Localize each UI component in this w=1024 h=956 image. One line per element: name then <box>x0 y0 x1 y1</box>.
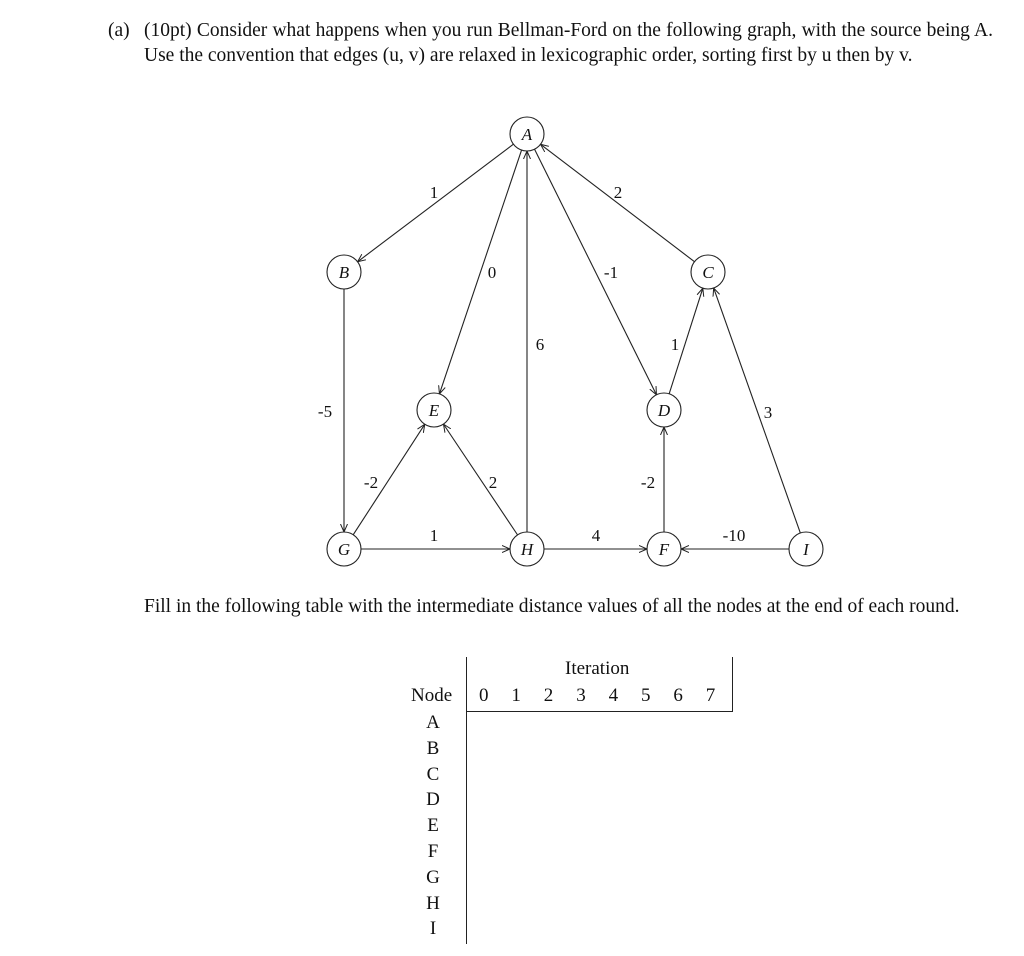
row-node-g: G <box>426 866 440 888</box>
node-label: G <box>337 540 351 559</box>
iteration-2: 2 <box>543 685 554 706</box>
row-node-a: A <box>426 712 440 733</box>
edge-weight-c-a: 2 <box>613 183 623 202</box>
question-label: (a) <box>108 20 130 41</box>
instruction-text: Fill in the following table with the intermediate distance values of all the nodes at the end of each round. <box>144 596 960 617</box>
node-label: H <box>520 540 534 559</box>
row-node-i: I <box>429 918 437 940</box>
edge-weight-g-h: 1 <box>429 526 439 545</box>
table-right-rule <box>732 657 733 712</box>
edge-weight-a-d: -1 <box>603 263 619 282</box>
iteration-5: 5 <box>641 685 651 706</box>
node-label: F <box>658 540 670 559</box>
row-node-e: E <box>427 815 439 837</box>
question-text: (10pt) Consider what happens when you run Bellman-Ford on the following graph, with the source being A. Use the convention that edges (u, v) are relaxed in lexicographic order, sorting first by u then by v. <box>144 20 993 66</box>
table-node-header: Node <box>411 685 453 706</box>
iteration-0: 0 <box>479 685 489 706</box>
node-label: D <box>657 401 671 420</box>
iteration-7: 7 <box>705 685 716 706</box>
row-node-c: C <box>426 763 440 785</box>
edge-weight-f-d: -2 <box>640 473 656 492</box>
edge-weight-g-e: -2 <box>363 473 379 492</box>
node-label: C <box>702 263 714 282</box>
row-node-b: B <box>426 737 440 759</box>
edge-weight-i-f: -10 <box>722 526 746 545</box>
table-vertical-rule <box>466 657 467 944</box>
iteration-6: 6 <box>673 685 683 706</box>
row-node-d: D <box>426 789 440 811</box>
edge-weight-a-e: 0 <box>487 263 497 282</box>
node-label: E <box>428 401 440 420</box>
edge-weight-d-c: 1 <box>670 335 680 354</box>
iteration-3: 3 <box>576 685 586 706</box>
table-iteration-header: Iteration <box>565 658 630 679</box>
node-label: B <box>338 263 350 282</box>
edge-weight-h-e: 2 <box>488 473 498 492</box>
edge-weight-b-g: -5 <box>317 402 333 421</box>
iteration-4: 4 <box>608 685 619 706</box>
edge-weight-a-b: 1 <box>429 183 439 202</box>
node-label: I <box>803 540 809 559</box>
row-node-f: F <box>427 841 439 862</box>
iteration-1: 1 <box>511 685 521 706</box>
table-header-rule <box>466 711 733 712</box>
edge-weight-h-f: 4 <box>591 526 601 545</box>
edge-weight-i-c: 3 <box>763 403 773 422</box>
row-node-h: H <box>426 892 440 914</box>
edge-weight-h-a: 6 <box>535 335 545 354</box>
node-label: A <box>521 125 533 144</box>
